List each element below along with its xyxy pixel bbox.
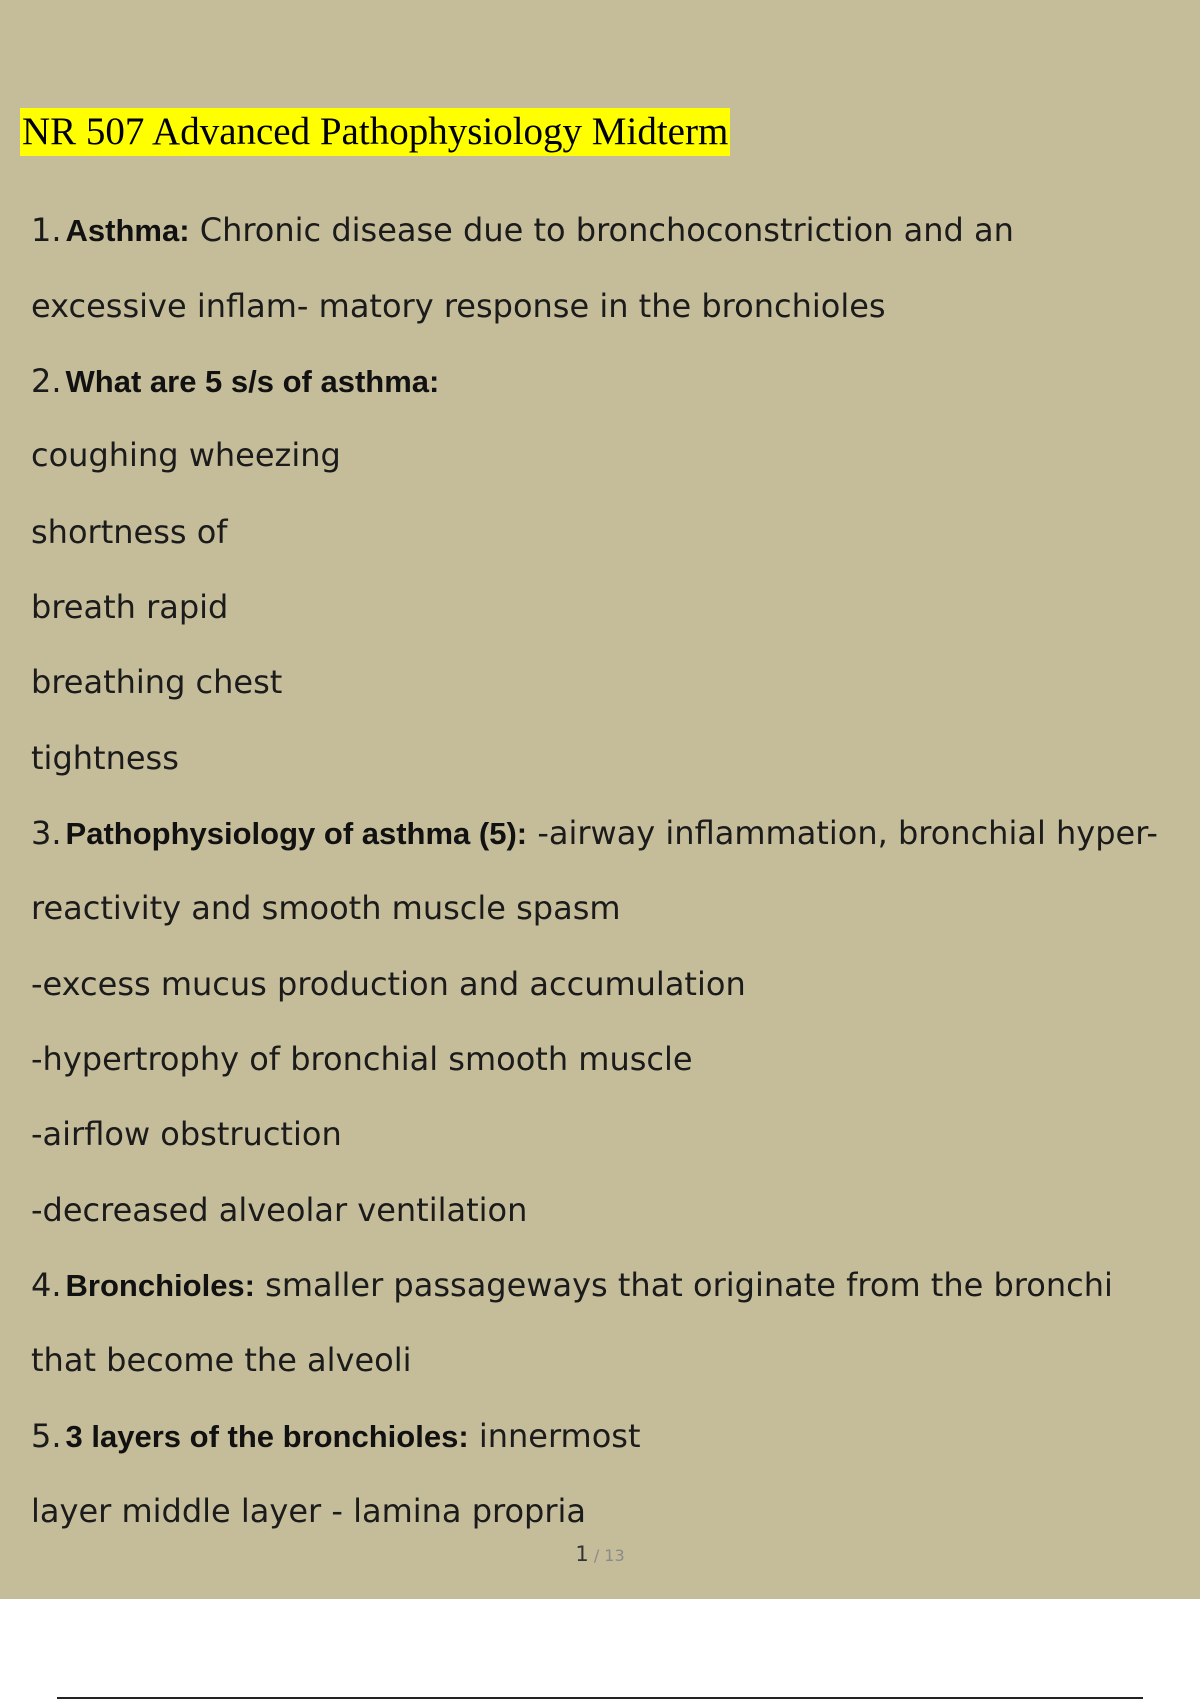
list-item: [31, 1039, 693, 1079]
list-item: [31, 738, 179, 778]
list-item: [31, 587, 228, 627]
list-item: [31, 1265, 1113, 1306]
item-text: -airflow obstruction: [31, 1115, 342, 1153]
item-number: 1.: [31, 211, 62, 249]
item-text: innermost: [468, 1417, 641, 1455]
list-item: [31, 964, 746, 1004]
list-item: [31, 286, 886, 326]
item-text: breath rapid: [31, 588, 229, 626]
list-item: [31, 1491, 586, 1531]
list-item: [31, 1190, 527, 1230]
list-item: [31, 512, 228, 552]
list-item: [31, 1340, 412, 1380]
item-term: Pathophysiology of asthma (5):: [65, 816, 528, 851]
item-number: 3.: [31, 814, 62, 852]
item-number: 5.: [31, 1417, 62, 1455]
item-text: -excess mucus production and accumulation: [31, 965, 746, 1003]
list-item: [31, 435, 341, 475]
page-separator: /: [593, 1546, 600, 1565]
list-item: [31, 813, 1158, 854]
item-number: 4.: [31, 1266, 62, 1304]
item-text: shortness of: [31, 513, 228, 551]
page-divider: [57, 1697, 1143, 1699]
item-term: Bronchioles:: [65, 1268, 255, 1303]
item-text: excessive inflam- matory response in the bronchioles: [31, 287, 886, 325]
item-text: Chronic disease due to bronchoconstriction and an: [189, 211, 1014, 249]
page-indicator: [0, 1541, 1200, 1569]
list-item: [31, 662, 282, 702]
item-term: Asthma:: [65, 213, 190, 248]
list-item: [31, 361, 439, 402]
list-item: [31, 888, 621, 928]
total-pages: 13: [604, 1546, 625, 1565]
current-page: 1: [575, 1542, 589, 1566]
item-text: layer middle layer - lamina propria: [31, 1492, 586, 1530]
item-term: 3 layers of the bronchioles:: [65, 1419, 469, 1454]
item-text: -decreased alveolar ventilation: [31, 1191, 528, 1229]
item-text: coughing wheezing: [31, 436, 341, 474]
item-text: tightness: [31, 739, 179, 777]
item-text: that become the alveoli: [31, 1341, 412, 1379]
item-text: -airway inflammation, bronchial hyper-: [527, 814, 1158, 852]
document-title: NR 507 Advanced Pathophysiology Midterm: [20, 108, 730, 156]
item-text: smaller passageways that originate from the bronchi: [255, 1266, 1113, 1304]
item-text: -hypertrophy of bronchial smooth muscle: [31, 1040, 693, 1078]
list-item: [31, 1114, 342, 1154]
item-number: 2.: [31, 362, 62, 400]
list-item: [31, 210, 1014, 251]
list-item: [31, 1416, 641, 1457]
item-term: What are 5 s/s of asthma:: [65, 364, 440, 399]
item-text: reactivity and smooth muscle spasm: [31, 889, 621, 927]
item-text: breathing chest: [31, 663, 283, 701]
